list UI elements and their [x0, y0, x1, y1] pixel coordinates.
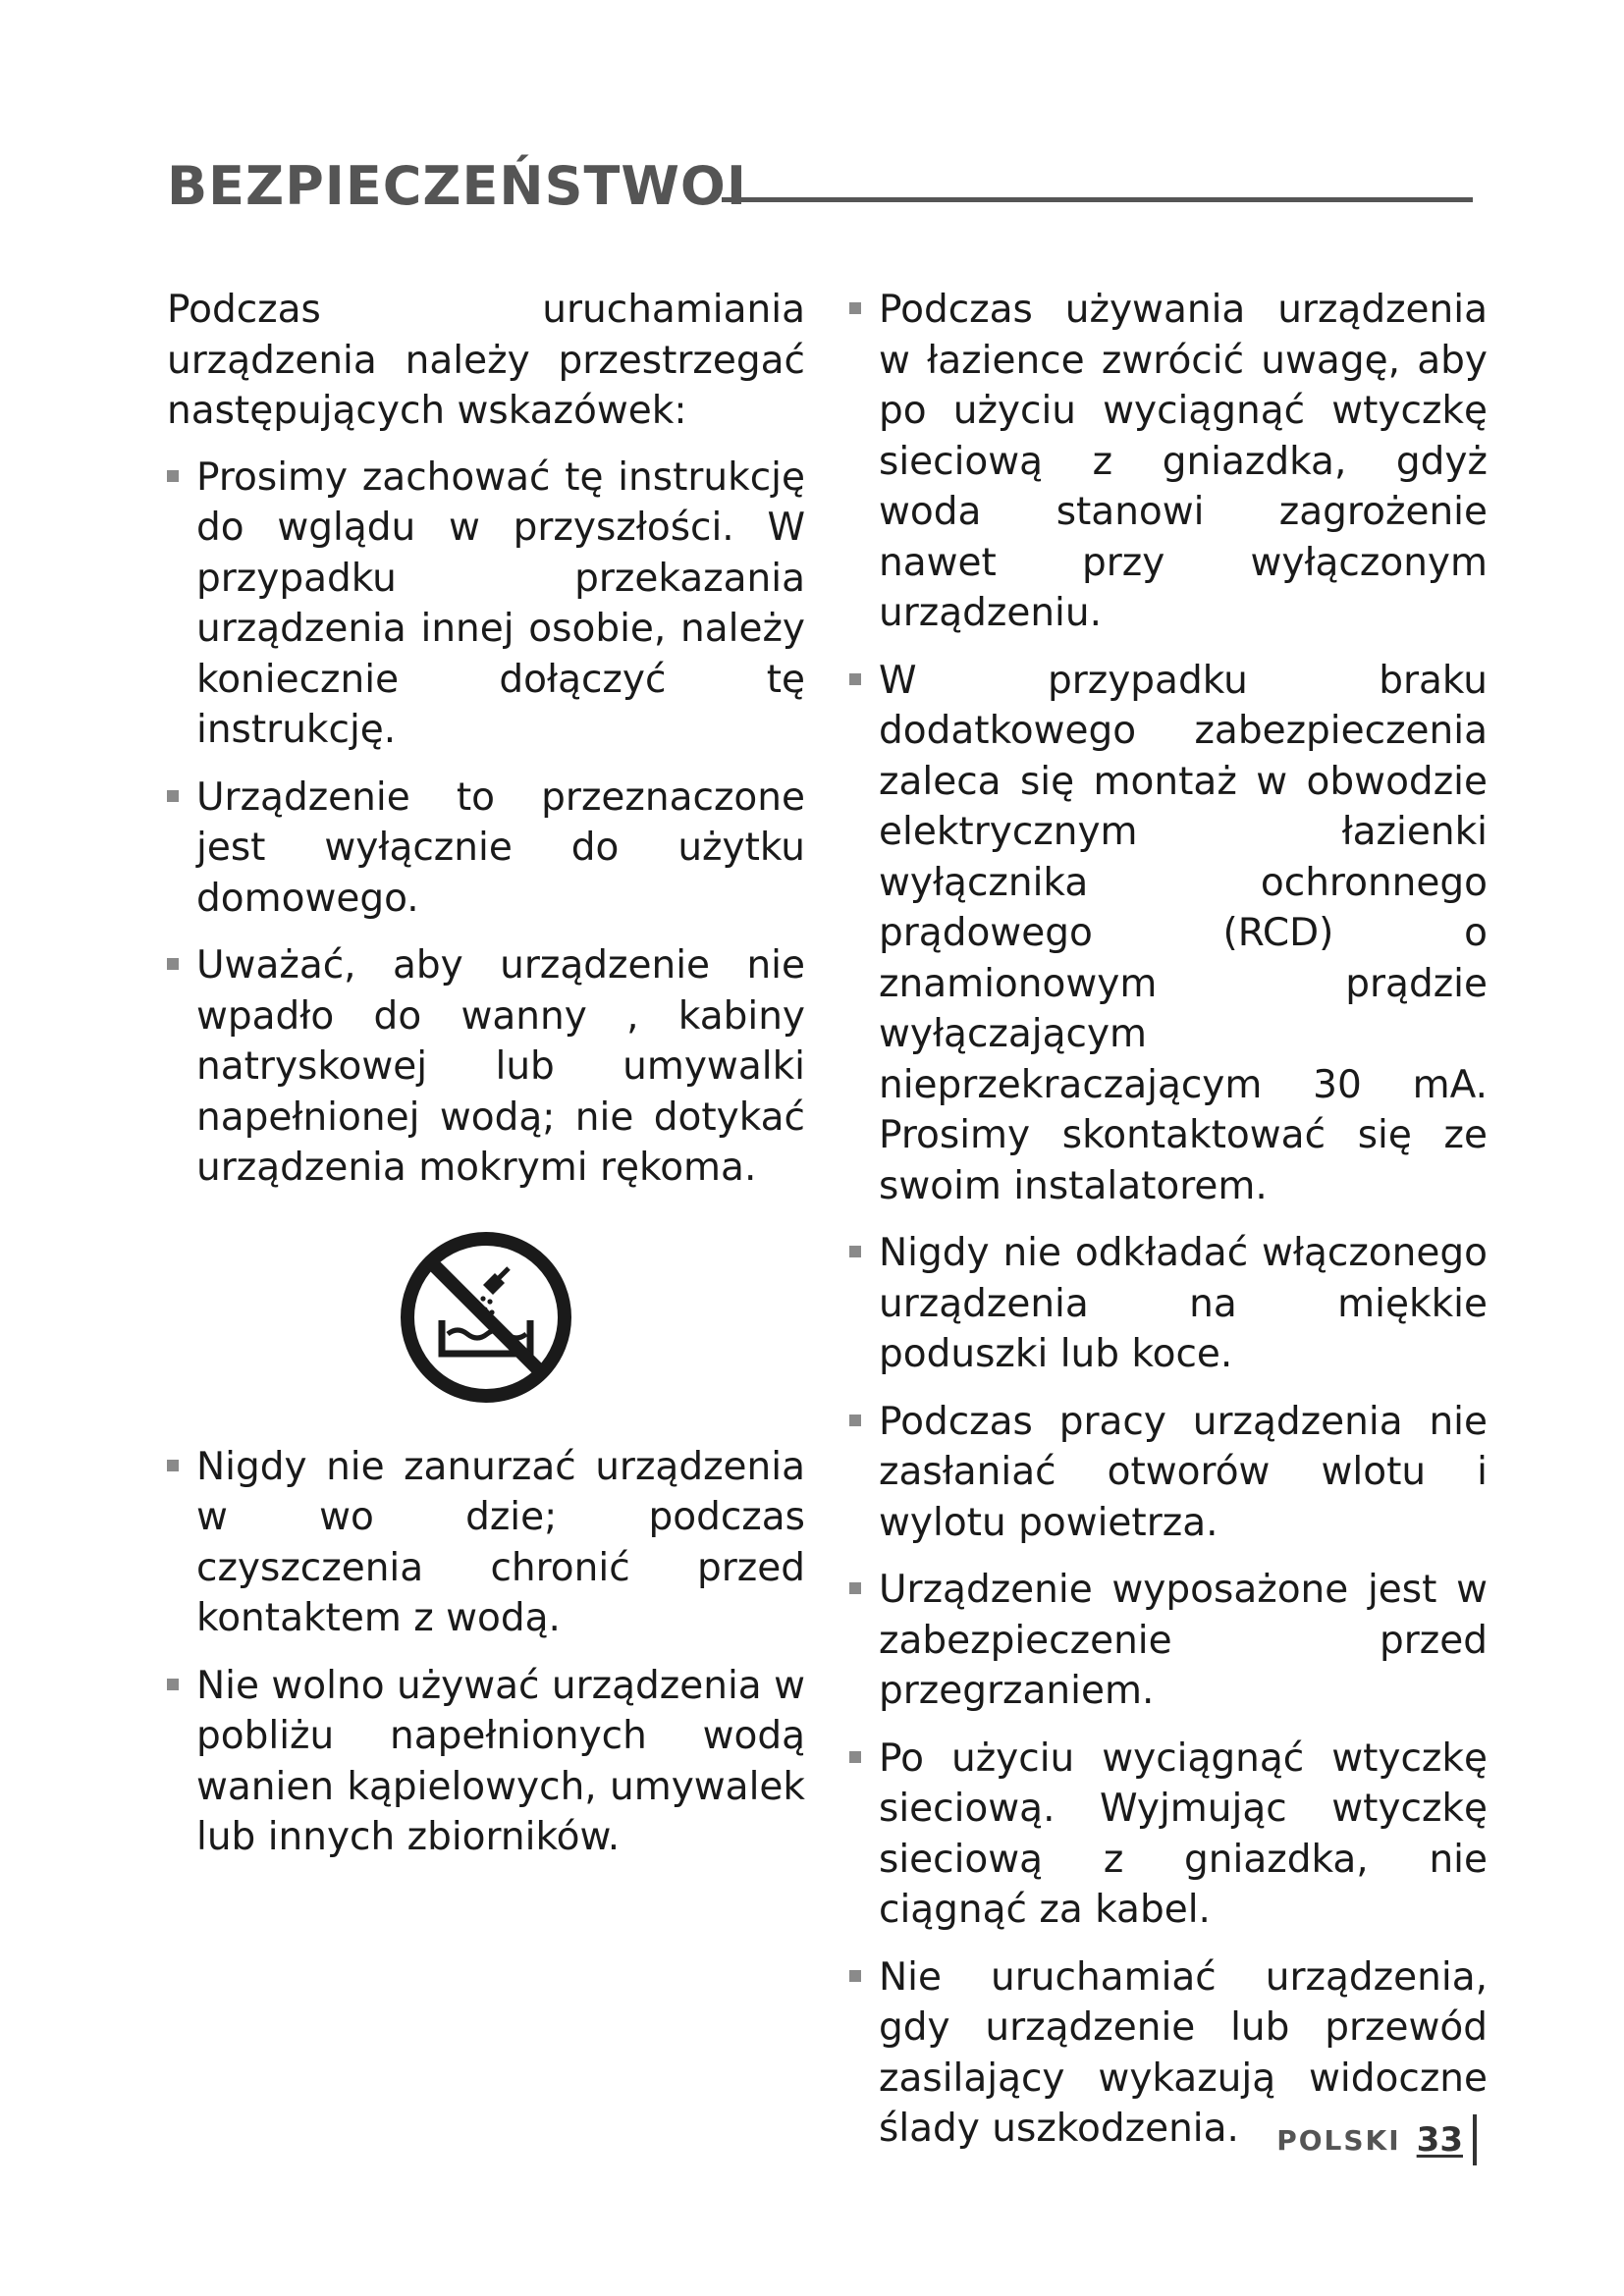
title-underline-rule [722, 197, 1473, 202]
section-header [167, 147, 1473, 226]
list-item-text: Podczas pracy urządzenia nie zasłaniać otworów wlotu i wylotu powietrza. [879, 1399, 1488, 1545]
list-item [167, 1661, 805, 1863]
square-bullet-icon [849, 1415, 861, 1426]
list-item [849, 1565, 1488, 1717]
right-column [849, 285, 1488, 2171]
warning-pictogram [167, 1210, 805, 1424]
left-column [167, 285, 805, 1880]
square-bullet-icon [167, 958, 179, 970]
list-item [167, 453, 805, 756]
square-bullet-icon [167, 1679, 179, 1690]
list-item [849, 1228, 1488, 1380]
list-item [849, 285, 1488, 639]
square-bullet-icon [849, 302, 861, 314]
square-bullet-icon [167, 790, 179, 802]
square-bullet-icon [849, 673, 861, 685]
list-item [167, 940, 805, 1194]
square-bullet-icon [849, 1246, 861, 1257]
safety-list-left-top [167, 453, 805, 1194]
list-item-text: Nie wolno używać urządzenia w pobliżu napełnionych wodą wanien kąpielowych, umywalek lub innych zbiorników. [196, 1663, 805, 1859]
square-bullet-icon [849, 1970, 861, 1982]
page-footer [1276, 2110, 1477, 2169]
list-item-text: Po użyciu wyciągnąć wtyczkę sieciową. Wyjmując wtyczkę sieciową z gniazdka, nie ciągnąć za kabel. [879, 1735, 1488, 1932]
page-title: BEZPIECZEŃSTWOI [167, 155, 747, 217]
list-item-text: Nigdy nie zanurzać urządzenia w wo dzie; podczas czyszczenia chronić przed kontaktem z wodą. [196, 1444, 805, 1640]
list-item-text: Prosimy zachować tę instrukcję do wglądu w przyszłości. W przypadku przekazania urządzenia innej osobie, należy koniecznie dołączyć tę instrukcję. [196, 454, 805, 752]
list-item [167, 773, 805, 925]
safety-list-right [849, 285, 1488, 2155]
list-item [849, 1734, 1488, 1936]
list-item-text: Urządzenie to przeznaczone jest wyłącznie do użytku domowego. [196, 774, 805, 921]
list-item-text: Nigdy nie odkładać włączonego urządzenia na miękkie poduszki lub koce. [879, 1231, 1488, 1376]
page-number: 33 [1417, 2114, 1477, 2165]
list-item-text: Podczas używania urządzenia w łazience zwrócić uwagę, aby po użyciu wyciągnąć wtyczkę sieciową z gniazdka, gdyż woda stanowi zagrożenie nawet przy wyłączonym urządzeniu. [879, 288, 1488, 635]
square-bullet-icon [849, 1582, 861, 1594]
list-item-text: Nie uruchamiać urządzenia, gdy urządzenie lub przewód zasilający wykazują widoczne ślady uszkodzenia. [879, 1954, 1488, 2151]
square-bullet-icon [167, 1460, 179, 1471]
safety-list-left-bottom [167, 1442, 805, 1863]
square-bullet-icon [849, 1751, 861, 1763]
square-bullet-icon [167, 470, 179, 482]
list-item-text: Uważać, aby urządzenie nie wpadło do wanny , kabiny natryskowej lub umywalki napełnionej wodą; nie dotykać urządzenia mokrymi rękoma. [196, 943, 805, 1190]
intro-paragraph: Podczas uruchamiania urządzenia należy przestrzegać następujących wskazówek: [167, 288, 805, 433]
no-use-near-bathtub-icon [393, 1224, 579, 1411]
footer-language: POLSKI [1276, 2123, 1401, 2157]
list-item [167, 1442, 805, 1644]
list-item [849, 656, 1488, 1212]
list-item [849, 1397, 1488, 1549]
list-item-text: Urządzenie wyposażone jest w zabezpieczenie przed przegrzaniem. [879, 1568, 1488, 1713]
list-item-text: W przypadku braku dodatkowego zabezpieczenia zaleca się montaż w obwodzie elektrycznym łazienki wyłącznika ochronnego prądowego (RCD) o znamionowym prądzie wyłączającym nieprzekraczającym 30 mA. Prosimy skontaktować się ze swoim instalatorem. [879, 658, 1488, 1208]
